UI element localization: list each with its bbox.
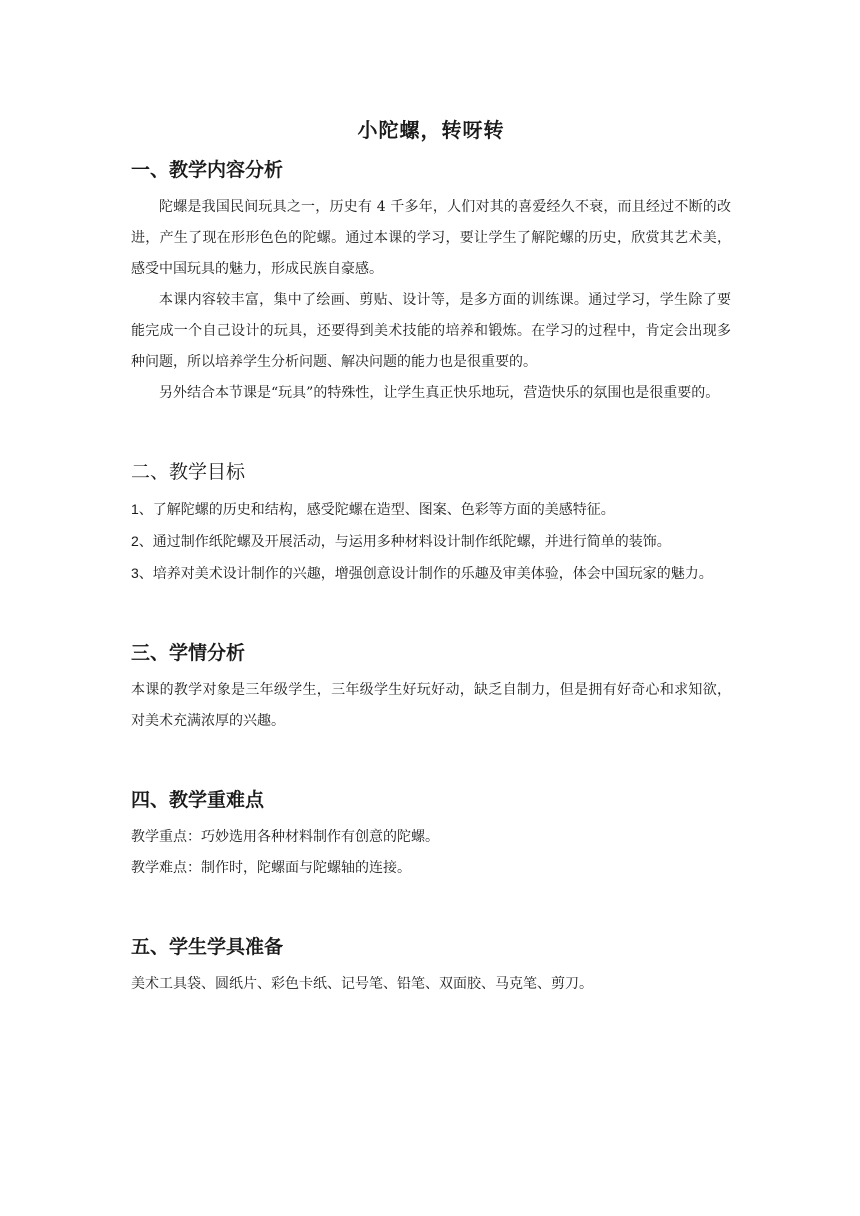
list-text: 、培养对美术设计制作的兴趣，增强创意设计制作的乐趣及审美体验，体会中国玩家的魅力。	[138, 566, 713, 582]
list-number: 2	[131, 533, 139, 549]
line-item: 教学难点：制作时，陀螺面与陀螺轴的连接。	[131, 860, 411, 876]
list-text: 、通过制作纸陀螺及开展活动，与运用多种材料设计制作纸陀螺，并进行简单的装饰。	[138, 534, 671, 550]
list-item	[131, 494, 731, 526]
section-heading: 一、教学内容分析	[131, 159, 284, 181]
spacer	[131, 737, 731, 778]
section-heading: 四、教学重难点	[131, 789, 265, 811]
document-body	[131, 112, 731, 1000]
list-item	[131, 558, 731, 590]
section-teaching-goals	[131, 450, 731, 590]
spacer	[131, 409, 731, 450]
line-item: 美术工具袋、圆纸片、彩色卡纸、记号笔、铅笔、双面胶、马克笔、剪刀。	[131, 976, 593, 992]
list-item	[131, 526, 731, 558]
paragraph: 本课的教学对象是三年级学生，三年级学生好玩好动，缺乏自制力，但是拥有好奇心和求知欲，对美术充满浓厚的兴趣。	[131, 682, 731, 729]
paragraph: 另外结合本节课是“玩具”的特殊性，让学生真正快乐地玩，营造快乐的氛围也是很重要的。	[159, 385, 720, 401]
paragraph: 陀螺是我国民间玩具之一，历史有 4 千多年，人们对其的喜爱经久不衰，而且经过不断的改进，产生了现在形形色色的陀螺。通过本课的学习，要让学生了解陀螺的历史，欣赏其艺术美，感受中国玩具的魅力，形成民族自豪感。	[131, 199, 731, 277]
section-key-difficulties	[131, 778, 731, 884]
section-student-materials	[131, 925, 731, 1000]
section-content-analysis	[131, 148, 731, 409]
section-heading: 五、学生学具准备	[131, 936, 284, 958]
list-number: 1	[131, 501, 139, 517]
spacer	[131, 884, 731, 925]
section-heading: 二、教学目标	[131, 461, 246, 483]
list-number: 3	[131, 565, 139, 581]
list-text: 、了解陀螺的历史和结构，感受陀螺在造型、图案、色彩等方面的美感特征。	[138, 502, 615, 518]
spacer	[131, 590, 731, 631]
paragraph: 本课内容较丰富，集中了绘画、剪贴、设计等，是多方面的训练课。通过学习，学生除了要能完成一个自己设计的玩具，还要得到美术技能的培养和锻炼。在学习的过程中，肯定会出现多种问题，所以培养学生分析问题、解决问题的能力也是很重要的。	[131, 292, 731, 370]
line-item: 教学重点：巧妙选用各种材料制作有创意的陀螺。	[131, 829, 439, 845]
section-heading: 三、学情分析	[131, 642, 246, 664]
document-title: 小陀螺，转呀转	[357, 118, 505, 142]
section-student-analysis	[131, 631, 731, 737]
